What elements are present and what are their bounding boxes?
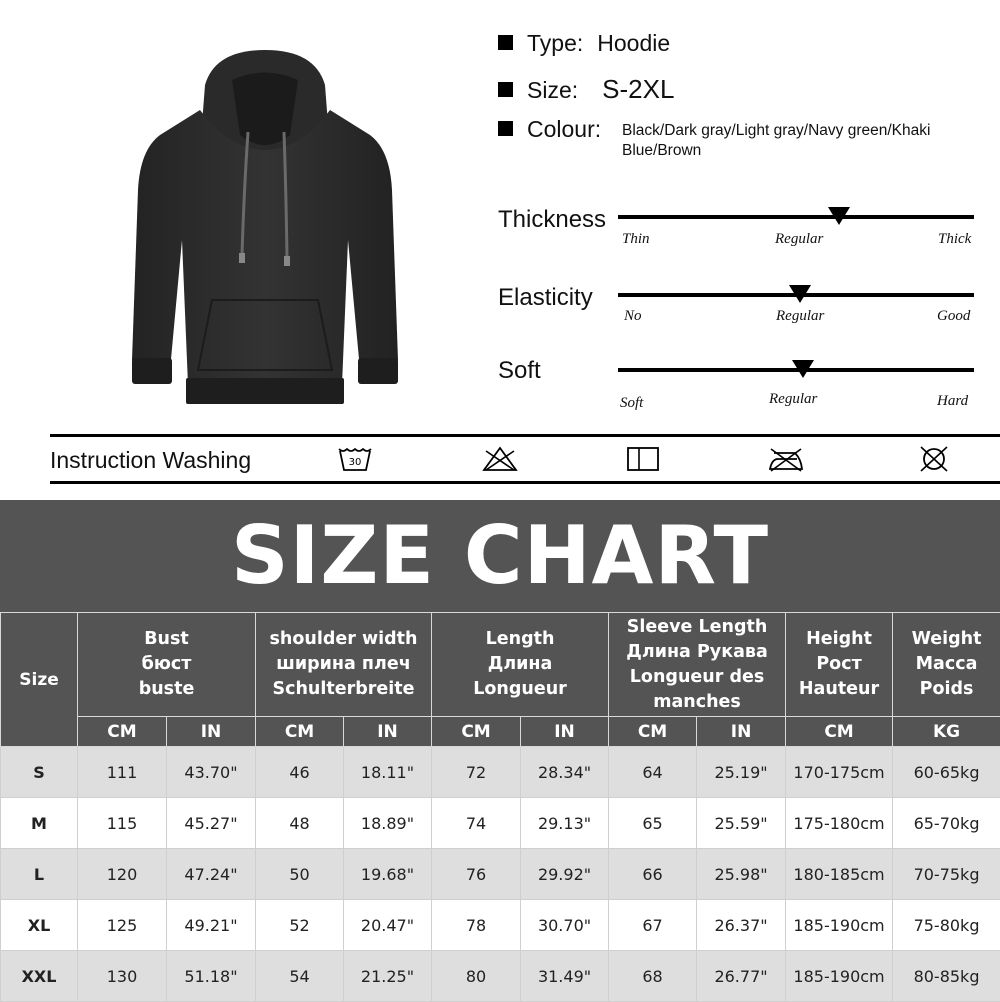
table-row (1, 798, 1000, 849)
size-cell: S (1, 747, 78, 798)
table-cell: 52 (256, 900, 344, 951)
table-cell: 54 (256, 951, 344, 1002)
table-cell: 49.21" (167, 900, 256, 951)
table-cell: 30.70" (521, 900, 609, 951)
table-cell: 175-180cm (786, 798, 893, 849)
scale-bar-thickness (618, 215, 974, 219)
table-cell: 65-70kg (893, 798, 1000, 849)
table-cell: 66 (609, 849, 697, 900)
size-cell: L (1, 849, 78, 900)
table-row (1, 951, 1000, 1002)
unit-header: IN (344, 717, 432, 747)
table-cell: 130 (78, 951, 167, 1002)
washing-instructions (50, 434, 1000, 484)
scale-low-elasticity: No (624, 308, 642, 325)
size-cell: XL (1, 900, 78, 951)
table-cell: 170-175cm (786, 747, 893, 798)
scale-high-thickness: Thick (938, 231, 971, 248)
wash-30-icon (337, 445, 373, 473)
dry-flat-icon (625, 445, 661, 473)
type-label: Type: (527, 30, 583, 57)
scale-high-soft: Hard (937, 393, 968, 410)
table-cell: 120 (78, 849, 167, 900)
group-header-length: Length Длина Longueur (432, 613, 609, 717)
colour-value: Black/Dark gray/Light gray/Navy green/Khaki Blue/Brown (622, 121, 972, 161)
scale-label-elasticity: Elasticity (498, 284, 593, 312)
no-dry-clean-icon (916, 445, 952, 473)
table-cell: 80-85kg (893, 951, 1000, 1002)
group-header-bust: Bust бюст buste (78, 613, 256, 717)
svg-text:30: 30 (349, 457, 362, 468)
group-header-shoulder-width: shoulder width ширина плеч Schulterbreite (256, 613, 432, 717)
table-cell: 72 (432, 747, 521, 798)
unit-header: KG (893, 717, 1000, 747)
size-label: Size: (527, 77, 578, 104)
scale-marker-thickness (828, 207, 850, 225)
table-cell: 45.27" (167, 798, 256, 849)
group-header-height: Height Рост Hauteur (786, 613, 893, 717)
no-iron-icon (768, 445, 804, 473)
table-cell: 26.77" (697, 951, 786, 1002)
scale-mid-soft: Regular (769, 391, 817, 408)
table-cell: 64 (609, 747, 697, 798)
table-cell: 31.49" (521, 951, 609, 1002)
bullet-square-icon (498, 82, 513, 97)
table-cell: 25.19" (697, 747, 786, 798)
washing-label: Instruction Washing (50, 447, 251, 474)
size-value: S-2XL (602, 74, 674, 105)
table-cell: 26.37" (697, 900, 786, 951)
size-chart-table (0, 612, 1000, 1002)
size-column-header: Size (1, 613, 78, 747)
size-chart-title: SIZE CHART (0, 500, 1000, 612)
table-cell: 19.68" (344, 849, 432, 900)
table-cell: 125 (78, 900, 167, 951)
no-bleach-icon (482, 445, 518, 473)
unit-header: CM (78, 717, 167, 747)
table-cell: 29.92" (521, 849, 609, 900)
table-cell: 47.24" (167, 849, 256, 900)
scale-low-soft: Soft (620, 395, 643, 412)
unit-header: CM (609, 717, 697, 747)
unit-header: IN (521, 717, 609, 747)
spec-type (498, 30, 670, 57)
table-cell: 25.98" (697, 849, 786, 900)
table-cell: 46 (256, 747, 344, 798)
spec-colour (498, 116, 601, 143)
table-cell: 29.13" (521, 798, 609, 849)
table-cell: 43.70" (167, 747, 256, 798)
scale-mid-thickness: Regular (775, 231, 823, 248)
table-cell: 185-190cm (786, 900, 893, 951)
table-cell: 111 (78, 747, 167, 798)
bullet-square-icon (498, 121, 513, 136)
scale-label-thickness: Thickness (498, 206, 606, 234)
scale-label-soft: Soft (498, 357, 541, 385)
table-cell: 50 (256, 849, 344, 900)
table-cell: 51.18" (167, 951, 256, 1002)
table-cell: 70-75kg (893, 849, 1000, 900)
spec-size (498, 74, 674, 105)
type-value: Hoodie (597, 30, 670, 57)
group-header-sleeve-length: Sleeve Length Длина Рукава Longueur des manches (609, 613, 786, 717)
table-row (1, 747, 1000, 798)
table-cell: 20.47" (344, 900, 432, 951)
size-cell: M (1, 798, 78, 849)
unit-header: IN (167, 717, 256, 747)
group-header-weight: Weight Масса Poids (893, 613, 1000, 717)
table-cell: 68 (609, 951, 697, 1002)
table-cell: 80 (432, 951, 521, 1002)
table-cell: 78 (432, 900, 521, 951)
table-cell: 75-80kg (893, 900, 1000, 951)
table-cell: 60-65kg (893, 747, 1000, 798)
table-cell: 115 (78, 798, 167, 849)
size-chart-body (1, 747, 1000, 1002)
table-cell: 74 (432, 798, 521, 849)
scale-marker-elasticity (789, 285, 811, 303)
scale-mid-elasticity: Regular (776, 308, 824, 325)
unit-header: CM (786, 717, 893, 747)
table-cell: 18.11" (344, 747, 432, 798)
table-cell: 185-190cm (786, 951, 893, 1002)
scale-marker-soft (792, 360, 814, 378)
colour-label: Colour: (527, 116, 601, 143)
table-row (1, 900, 1000, 951)
hoodie-image (120, 40, 410, 420)
table-cell: 18.89" (344, 798, 432, 849)
scale-high-elasticity: Good (937, 308, 970, 325)
size-cell: XXL (1, 951, 78, 1002)
unit-header: IN (697, 717, 786, 747)
scale-low-thickness: Thin (622, 231, 650, 248)
table-row (1, 849, 1000, 900)
unit-header: CM (432, 717, 521, 747)
table-cell: 28.34" (521, 747, 609, 798)
table-cell: 180-185cm (786, 849, 893, 900)
table-cell: 48 (256, 798, 344, 849)
table-cell: 76 (432, 849, 521, 900)
unit-header: CM (256, 717, 344, 747)
table-cell: 67 (609, 900, 697, 951)
table-cell: 65 (609, 798, 697, 849)
table-cell: 25.59" (697, 798, 786, 849)
bullet-square-icon (498, 35, 513, 50)
size-chart-header (0, 500, 1000, 612)
table-cell: 21.25" (344, 951, 432, 1002)
